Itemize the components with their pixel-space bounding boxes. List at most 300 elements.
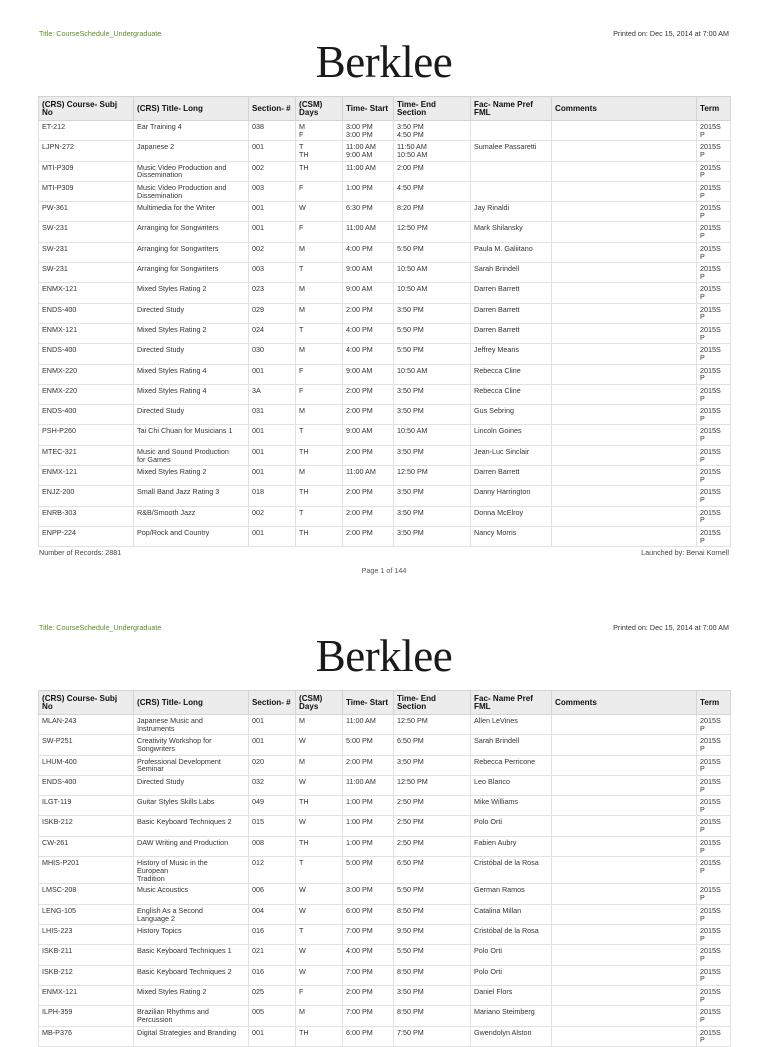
- table-cell: [552, 985, 697, 1005]
- table-cell: ENMX-220: [39, 384, 134, 404]
- table-cell: Darren Barrett: [471, 323, 552, 343]
- table-cell: 6:50 PM: [394, 735, 471, 755]
- table-cell: PSH-P260: [39, 425, 134, 445]
- table-cell: Polo Orti: [471, 965, 552, 985]
- table-cell: PW-361: [39, 202, 134, 222]
- table-cell: Brazilian Rhythms and Percussion: [134, 1006, 249, 1026]
- table-cell: 2015S P: [697, 506, 731, 526]
- column-header: Time- End Section: [394, 97, 471, 121]
- table-cell: 8:50 PM: [394, 904, 471, 924]
- table-cell: LHUM-400: [39, 755, 134, 775]
- table-cell: 1:00 PM: [343, 181, 394, 201]
- table-cell: ENRB-303: [39, 506, 134, 526]
- table-cell: 2015S P: [697, 425, 731, 445]
- table-cell: 004: [249, 904, 296, 924]
- table-cell: Jay Rinaldi: [471, 202, 552, 222]
- table-cell: 7:00 PM: [343, 965, 394, 985]
- printed-timestamp: Printed on: Dec 15, 2014 at 7:00 AM: [613, 29, 729, 38]
- table-cell: 016: [249, 965, 296, 985]
- table-cell: 2:50 PM: [394, 796, 471, 816]
- table-cell: Darren Barrett: [471, 283, 552, 303]
- table-cell: 3:50 PM 4:50 PM: [394, 121, 471, 141]
- table-cell: 2015S P: [697, 323, 731, 343]
- table-cell: [552, 755, 697, 775]
- table-row: [39, 344, 731, 364]
- table-cell: TH: [296, 161, 343, 181]
- table-cell: 2:00 PM: [343, 985, 394, 1005]
- table-cell: M: [296, 303, 343, 323]
- table-cell: 3A: [249, 384, 296, 404]
- table-cell: Paula M. Galiitano: [471, 242, 552, 262]
- table-cell: MTEC-321: [39, 445, 134, 465]
- table-cell: T: [296, 857, 343, 884]
- table-row: [39, 303, 731, 323]
- table-cell: Allen LeVines: [471, 715, 552, 735]
- table-cell: Pop/Rock and Country: [134, 526, 249, 546]
- table-cell: LHIS-223: [39, 925, 134, 945]
- table-cell: Arranging for Songwriters: [134, 222, 249, 242]
- column-header: (CRS) Title- Long: [134, 97, 249, 121]
- table-cell: 3:00 PM: [343, 884, 394, 904]
- table-cell: 6:50 PM: [394, 857, 471, 884]
- column-header: (CSM) Days: [296, 97, 343, 121]
- table-cell: M: [296, 466, 343, 486]
- table-row: [39, 506, 731, 526]
- table-cell: 2015S P: [697, 364, 731, 384]
- table-cell: Gwendolyn Alston: [471, 1026, 552, 1046]
- table-cell: 2:00 PM: [343, 755, 394, 775]
- table-row: [39, 222, 731, 242]
- record-count: Number of Records: 2881: [39, 548, 122, 557]
- table-row: [39, 857, 731, 884]
- table-cell: 001: [249, 526, 296, 546]
- table-cell: 002: [249, 161, 296, 181]
- table-cell: TH: [296, 445, 343, 465]
- table-cell: 016: [249, 925, 296, 945]
- table-cell: [552, 1006, 697, 1026]
- table-cell: Nancy Morris: [471, 526, 552, 546]
- table-cell: TH: [296, 1026, 343, 1046]
- column-header: Time- End Section: [394, 691, 471, 715]
- table-cell: 049: [249, 796, 296, 816]
- table-cell: ENMX-121: [39, 323, 134, 343]
- table-cell: [471, 121, 552, 141]
- table-cell: 001: [249, 141, 296, 161]
- table-cell: 012: [249, 857, 296, 884]
- table-cell: MB-P376: [39, 1026, 134, 1046]
- table-cell: 2015S P: [697, 526, 731, 546]
- table-cell: Mariano Steimberg: [471, 1006, 552, 1026]
- table-cell: W: [296, 735, 343, 755]
- table-cell: ISKB-212: [39, 965, 134, 985]
- table-cell: TH: [296, 526, 343, 546]
- table-cell: ENDS-400: [39, 775, 134, 795]
- table-cell: ENMX-121: [39, 283, 134, 303]
- table-cell: ENPP-224: [39, 526, 134, 546]
- table-cell: 001: [249, 445, 296, 465]
- table-header-row: [39, 97, 731, 121]
- table-row: [39, 161, 731, 181]
- table-cell: ENMX-121: [39, 985, 134, 1005]
- table-cell: Arranging for Songwriters: [134, 242, 249, 262]
- column-header: Term: [697, 97, 731, 121]
- table-cell: 2015S P: [697, 925, 731, 945]
- table-cell: 3:50 PM: [394, 445, 471, 465]
- table-cell: Professional Development Seminar: [134, 755, 249, 775]
- table-cell: ENJZ-200: [39, 486, 134, 506]
- table-cell: 2015S P: [697, 384, 731, 404]
- table-cell: 015: [249, 816, 296, 836]
- table-cell: TH: [296, 836, 343, 856]
- table-cell: Sarah Brindell: [471, 735, 552, 755]
- table-row: [39, 425, 731, 445]
- table-cell: W: [296, 884, 343, 904]
- table-cell: 032: [249, 775, 296, 795]
- table-cell: 2015S P: [697, 202, 731, 222]
- table-row: [39, 945, 731, 965]
- table-cell: 001: [249, 202, 296, 222]
- table-cell: 3:50 PM: [394, 384, 471, 404]
- table-row: [39, 242, 731, 262]
- table-row: [39, 323, 731, 343]
- table-cell: 10:50 AM: [394, 364, 471, 384]
- table-cell: M: [296, 283, 343, 303]
- table-cell: 1:00 PM: [343, 796, 394, 816]
- table-cell: Donna McElroy: [471, 506, 552, 526]
- table-cell: 5:50 PM: [394, 323, 471, 343]
- table-cell: 9:50 PM: [394, 925, 471, 945]
- table-cell: Lincoln Goines: [471, 425, 552, 445]
- table-row: [39, 904, 731, 924]
- table-cell: [552, 364, 697, 384]
- table-cell: German Ramos: [471, 884, 552, 904]
- table-cell: T: [296, 925, 343, 945]
- table-cell: Basic Keyboard Techniques 1: [134, 945, 249, 965]
- table-cell: 3:50 PM: [394, 405, 471, 425]
- table-cell: 038: [249, 121, 296, 141]
- table-cell: 003: [249, 181, 296, 201]
- table-cell: 021: [249, 945, 296, 965]
- column-header: (CRS) Course- Subj No: [39, 691, 134, 715]
- table-cell: [552, 836, 697, 856]
- table-cell: 2015S P: [697, 181, 731, 201]
- table-cell: Ear Training 4: [134, 121, 249, 141]
- table-cell: W: [296, 775, 343, 795]
- table-cell: 2015S P: [697, 715, 731, 735]
- table-cell: Mixed Styles Rating 2: [134, 323, 249, 343]
- table-cell: [552, 202, 697, 222]
- table-cell: 4:00 PM: [343, 242, 394, 262]
- table-row: [39, 405, 731, 425]
- table-cell: R&B/Smooth Jazz: [134, 506, 249, 526]
- table-cell: Rebecca Cline: [471, 384, 552, 404]
- table-cell: 2015S P: [697, 985, 731, 1005]
- table-row: [39, 181, 731, 201]
- table-cell: [552, 857, 697, 884]
- table-cell: 3:50 PM: [394, 303, 471, 323]
- table-cell: W: [296, 945, 343, 965]
- table-cell: 10:50 AM: [394, 263, 471, 283]
- course-schedule-table: [38, 96, 731, 547]
- table-cell: Music and Sound Production for Games: [134, 445, 249, 465]
- table-cell: T: [296, 263, 343, 283]
- table-row: [39, 1006, 731, 1026]
- table-cell: 9:00 AM: [343, 425, 394, 445]
- table-cell: Cristóbal de la Rosa: [471, 925, 552, 945]
- table-cell: Danny Harrington: [471, 486, 552, 506]
- table-cell: M: [296, 344, 343, 364]
- table-cell: 5:50 PM: [394, 242, 471, 262]
- column-header: Section- #: [249, 97, 296, 121]
- table-cell: F: [296, 985, 343, 1005]
- table-cell: MHIS-P201: [39, 857, 134, 884]
- table-cell: Darren Barrett: [471, 303, 552, 323]
- table-cell: LJPN-272: [39, 141, 134, 161]
- table-cell: Japanese 2: [134, 141, 249, 161]
- table-cell: Music Acoustics: [134, 884, 249, 904]
- table-cell: [552, 775, 697, 795]
- table-row: [39, 755, 731, 775]
- table-cell: 2015S P: [697, 161, 731, 181]
- table-cell: CW-261: [39, 836, 134, 856]
- table-cell: 6:00 PM: [343, 904, 394, 924]
- table-cell: Directed Study: [134, 303, 249, 323]
- table-cell: 2015S P: [697, 945, 731, 965]
- table-row: [39, 526, 731, 546]
- table-cell: 7:00 PM: [343, 1006, 394, 1026]
- table-cell: 2015S P: [697, 466, 731, 486]
- table-cell: ENDS-400: [39, 405, 134, 425]
- table-cell: 023: [249, 283, 296, 303]
- berklee-logo: Berklee: [315, 631, 453, 681]
- table-cell: 8:50 PM: [394, 965, 471, 985]
- table-row: [39, 202, 731, 222]
- table-cell: [552, 1026, 697, 1046]
- table-cell: 031: [249, 405, 296, 425]
- table-cell: ILPH-359: [39, 1006, 134, 1026]
- table-row: [39, 715, 731, 735]
- table-cell: [552, 405, 697, 425]
- table-cell: [552, 486, 697, 506]
- table-cell: Jean-Luc Sinclair: [471, 445, 552, 465]
- table-cell: 2015S P: [697, 1006, 731, 1026]
- table-row: [39, 384, 731, 404]
- table-cell: Polo Orti: [471, 945, 552, 965]
- table-row: [39, 884, 731, 904]
- table-cell: 2:00 PM: [343, 303, 394, 323]
- table-cell: Directed Study: [134, 775, 249, 795]
- table-cell: Music Video Production and Dissemination: [134, 161, 249, 181]
- table-cell: 2015S P: [697, 857, 731, 884]
- table-row: [39, 816, 731, 836]
- table-cell: [552, 323, 697, 343]
- table-cell: 2:00 PM: [343, 526, 394, 546]
- table-cell: 2015S P: [697, 222, 731, 242]
- table-cell: Rebecca Cline: [471, 364, 552, 384]
- table-cell: [552, 121, 697, 141]
- table-cell: History Topics: [134, 925, 249, 945]
- table-cell: [552, 425, 697, 445]
- table-cell: Creativity Workshop for Songwriters: [134, 735, 249, 755]
- table-cell: 2:00 PM: [394, 161, 471, 181]
- table-cell: 2015S P: [697, 735, 731, 755]
- table-cell: ENMX-220: [39, 364, 134, 384]
- table-cell: Small Band Jazz Rating 3: [134, 486, 249, 506]
- table-cell: 2015S P: [697, 755, 731, 775]
- table-cell: Gus Sebring: [471, 405, 552, 425]
- table-cell: Sumalee Passaretti: [471, 141, 552, 161]
- table-cell: 9:00 AM: [343, 283, 394, 303]
- column-header: Term: [697, 691, 731, 715]
- table-cell: Basic Keyboard Techniques 2: [134, 816, 249, 836]
- table-cell: 4:00 PM: [343, 323, 394, 343]
- table-cell: 003: [249, 263, 296, 283]
- table-cell: Guitar Styles Skills Labs: [134, 796, 249, 816]
- column-header: Fac- Name Pref FML: [471, 97, 552, 121]
- table-cell: 2015S P: [697, 1026, 731, 1046]
- table-cell: Multimedia for the Writer: [134, 202, 249, 222]
- table-cell: 8:20 PM: [394, 202, 471, 222]
- table-cell: 4:00 PM: [343, 344, 394, 364]
- table-cell: Rebecca Perricone: [471, 755, 552, 775]
- table-cell: 3:50 PM: [394, 526, 471, 546]
- table-row: [39, 121, 731, 141]
- table-cell: Mike Williams: [471, 796, 552, 816]
- table-cell: TH: [296, 796, 343, 816]
- table-cell: W: [296, 965, 343, 985]
- table-cell: 3:50 PM: [394, 985, 471, 1005]
- table-cell: Mixed Styles Rating 2: [134, 466, 249, 486]
- table-row: [39, 364, 731, 384]
- table-cell: 2015S P: [697, 486, 731, 506]
- table-cell: 12:50 PM: [394, 466, 471, 486]
- table-cell: M: [296, 715, 343, 735]
- table-cell: Mixed Styles Rating 4: [134, 384, 249, 404]
- table-row: [39, 836, 731, 856]
- table-cell: 1:00 PM: [343, 836, 394, 856]
- table-cell: F: [296, 181, 343, 201]
- table-cell: 4:00 PM: [343, 945, 394, 965]
- table-cell: SW-231: [39, 242, 134, 262]
- table-row: [39, 141, 731, 161]
- table-cell: W: [296, 816, 343, 836]
- page-number: Page 1 of 144: [361, 566, 407, 575]
- table-cell: 002: [249, 242, 296, 262]
- table-cell: [552, 242, 697, 262]
- table-cell: Mixed Styles Rating 4: [134, 364, 249, 384]
- table-cell: M: [296, 242, 343, 262]
- report-title: Title: CourseSchedule_Undergraduate: [39, 29, 162, 38]
- table-cell: 001: [249, 1026, 296, 1046]
- table-cell: [552, 904, 697, 924]
- table-cell: 001: [249, 715, 296, 735]
- table-cell: MTI-P309: [39, 161, 134, 181]
- table-cell: LENG-105: [39, 904, 134, 924]
- table-cell: W: [296, 202, 343, 222]
- column-header: (CRS) Course- Subj No: [39, 97, 134, 121]
- table-row: [39, 466, 731, 486]
- report-title: Title: CourseSchedule_Undergraduate: [39, 623, 162, 632]
- table-cell: 12:50 PM: [394, 775, 471, 795]
- table-cell: [552, 466, 697, 486]
- table-cell: Directed Study: [134, 405, 249, 425]
- table-cell: 2:00 PM: [343, 445, 394, 465]
- table-cell: ISKB-211: [39, 945, 134, 965]
- table-cell: 2015S P: [697, 884, 731, 904]
- table-cell: [552, 965, 697, 985]
- table-cell: 3:50 PM: [394, 486, 471, 506]
- table-cell: 025: [249, 985, 296, 1005]
- table-cell: M: [296, 755, 343, 775]
- table-cell: 018: [249, 486, 296, 506]
- table-cell: 2:00 PM: [343, 384, 394, 404]
- table-cell: 006: [249, 884, 296, 904]
- table-cell: Polo Orti: [471, 816, 552, 836]
- column-header: Time- Start: [343, 97, 394, 121]
- table-cell: Mixed Styles Rating 2: [134, 985, 249, 1005]
- table-cell: Basic Keyboard Techniques 2: [134, 965, 249, 985]
- table-cell: LMSC-208: [39, 884, 134, 904]
- table-cell: Tai Chi Chuan for Musicians 1: [134, 425, 249, 445]
- table-cell: 5:00 PM: [343, 735, 394, 755]
- table-cell: [552, 141, 697, 161]
- table-cell: 008: [249, 836, 296, 856]
- table-cell: 6:00 PM: [343, 1026, 394, 1046]
- table-cell: 11:00 AM: [343, 222, 394, 242]
- table-cell: Mark Shilansky: [471, 222, 552, 242]
- table-cell: 029: [249, 303, 296, 323]
- table-cell: Darren Barrett: [471, 466, 552, 486]
- table-cell: 11:50 AM 10:50 AM: [394, 141, 471, 161]
- table-row: [39, 283, 731, 303]
- column-header: Section- #: [249, 691, 296, 715]
- table-cell: 11:00 AM: [343, 466, 394, 486]
- table-cell: [552, 526, 697, 546]
- table-cell: ENDS-400: [39, 303, 134, 323]
- table-cell: M: [296, 1006, 343, 1026]
- table-cell: 001: [249, 364, 296, 384]
- table-cell: SW-231: [39, 263, 134, 283]
- course-schedule-table: [38, 690, 731, 1047]
- table-cell: Leo Blanco: [471, 775, 552, 795]
- table-cell: [552, 945, 697, 965]
- table-cell: 005: [249, 1006, 296, 1026]
- table-cell: M: [296, 405, 343, 425]
- table-row: [39, 486, 731, 506]
- table-cell: 001: [249, 222, 296, 242]
- table-cell: 12:50 PM: [394, 715, 471, 735]
- table-cell: 030: [249, 344, 296, 364]
- table-cell: 2015S P: [697, 405, 731, 425]
- table-cell: Daniel Flors: [471, 985, 552, 1005]
- table-cell: 6:30 PM: [343, 202, 394, 222]
- table-cell: History of Music in the European Tradition: [134, 857, 249, 884]
- table-row: [39, 263, 731, 283]
- table-cell: 9:00 AM: [343, 364, 394, 384]
- table-cell: 11:00 AM: [343, 775, 394, 795]
- table-cell: [552, 715, 697, 735]
- table-cell: Catalina Millan: [471, 904, 552, 924]
- table-cell: 2015S P: [697, 242, 731, 262]
- berklee-logo: Berklee: [315, 37, 453, 87]
- table-cell: [552, 925, 697, 945]
- column-header: Time- Start: [343, 691, 394, 715]
- table-cell: [552, 796, 697, 816]
- table-cell: 024: [249, 323, 296, 343]
- column-header: Fac- Name Pref FML: [471, 691, 552, 715]
- table-cell: ISKB-212: [39, 816, 134, 836]
- table-cell: Arranging for Songwriters: [134, 263, 249, 283]
